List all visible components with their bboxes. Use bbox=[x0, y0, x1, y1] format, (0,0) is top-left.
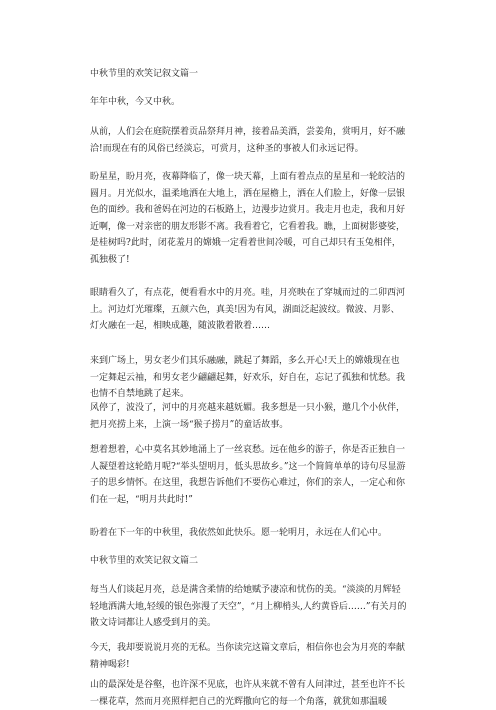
paragraph-3: 盼星星，盼月亮，夜幕降临了，像一块天幕，上面有着点点的星星和一轮皎洁的圆月。月光似水，温柔地洒在大地上，洒在屋檐上，洒在人们脸上，好像一层银色的面纱。我和爸妈在河边的石板路上，边漫步边赏月。我走月也走，我和月好近啊，像一对亲密的朋友形影不离。我看着它，它看着我。瞧，上面树影婆娑，是桂树吗?此时，闭花羞月的嫦娥一定看着世间冷暖，可自己却只有玉兔相伴，孤独极了! bbox=[90, 172, 406, 265]
paragraph-4: 眼睛看久了，有点花，便看看水中的月亮。哇，月亮映在了穿城而过的二卯西河上。河边灯光璀璨，五颜六色，真美!因为有风，湖面泛起波纹。微波、月影、灯火融在一起，相映成趣，随波散着散着…… bbox=[90, 288, 406, 331]
paragraph-10: 今天，我却要说说月亮的无私。当你读完这篇文章后，相信你也会为月亮的奉献精神喝彩! bbox=[90, 643, 406, 670]
paragraph-8: 盼着在下一年的中秋里，我依然如此快乐。愿一轮明月，永远在人们心中。 bbox=[90, 528, 388, 538]
paragraph-2: 从前，人们会在庭院摆着贡品祭拜月神，接着品美酒，尝姜角，赏明月，好不融洽!而现在有的风俗已经淡忘，可赏月，这种圣的事被人们永远记得。 bbox=[90, 127, 406, 154]
article-title-2: 中秋节里的欢笑记叙文篇二 bbox=[90, 556, 199, 566]
paragraph-6: 风停了，波没了，河中的月亮越来越妩媚。我多想是一只小猴，邀几个小伙伴，把月亮捞上来，上演一场“猴子捞月”的童话故事。 bbox=[90, 403, 406, 430]
paragraph-11: 山的最深处是谷壑，也许深不见底，也许从来就不曾有人问津过，甚至也许不长一棵花草，然而月亮照样把自己的光辉撒向它的每一个角落，就犹如那温暖 bbox=[90, 680, 406, 707]
article-title-1: 中秋节里的欢笑记叙文篇一 bbox=[90, 69, 199, 79]
paragraph-5: 来到广场上，男女老少们其乐融融，跳起了舞蹈，多么开心!天上的嫦娥现在也一定舞起云袖，和男女老少翩翩起舞，好欢乐，好自在，忘记了孤独和忧愁。我也情不自禁地跳了起来。 bbox=[90, 356, 406, 399]
paragraph-1: 年年中秋，今又中秋。 bbox=[90, 97, 181, 107]
paragraph-7: 想着想着，心中莫名其妙地涌上了一丝哀愁。远在他乡的游子，你是否正独自一人凝望着这轮皓月呢?“举头望明月，低头思故乡。”这一个简简单单的诗句尽显游子的思乡情怀。在这里，我想告诉他们不要伤心难过，你们的亲人，一定心和你们在一起，“明月共此时!” bbox=[90, 445, 406, 505]
paragraph-9: 每当人们谈起月亮，总是满含柔情的给她赋予凄凉和忧伤的美。“淡淡的月辉轻轻地洒满大地,轻缓的银色弥漫了天空”，“月上柳梢头,人约黄昏后……”有关月的散文诗词都让人感受到月的美。 bbox=[90, 585, 407, 628]
